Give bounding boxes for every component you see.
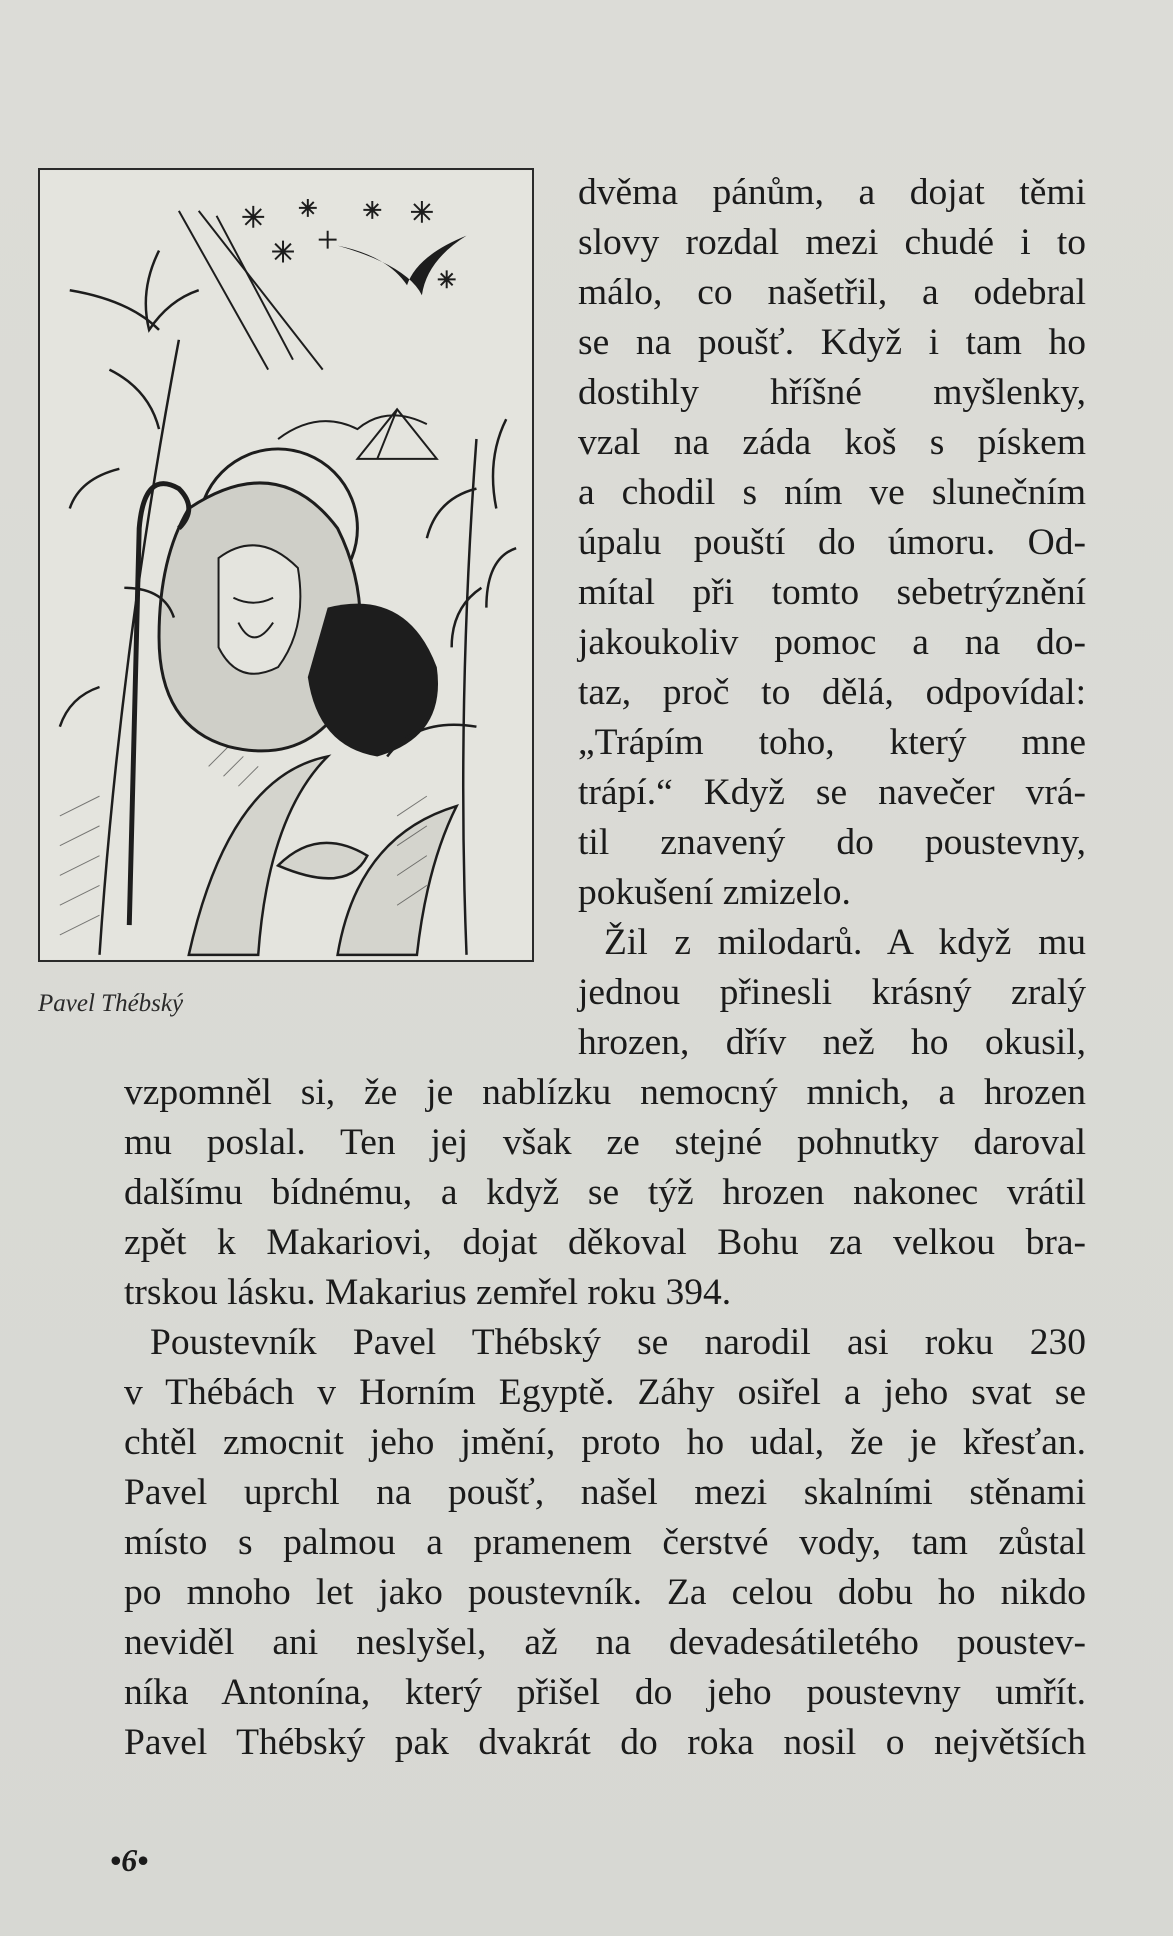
text-line: taz, proč to dělá, odpovídal: <box>578 672 1086 713</box>
text-line: mu poslal. Ten jej však ze stejné pohnutky daroval <box>124 1122 1086 1163</box>
text-line: chtěl zmocnit jeho jmění, proto ho udal, že je křesťan. <box>124 1422 1086 1463</box>
text-line: níka Antonína, který přišel do jeho poustevny umřít. <box>124 1672 1086 1713</box>
text-line: Pavel uprchl na poušť, našel mezi skalními stěnami <box>124 1472 1086 1513</box>
text-line: „Trápím toho, který mne <box>578 722 1086 763</box>
text-line: se na poušť. Když i tam ho <box>578 322 1086 363</box>
text-line: trskou lásku. Makarius zemřel roku 394. <box>124 1272 732 1313</box>
hermit-illustration <box>38 168 534 962</box>
text-line: hrozen, dřív než ho okusil, <box>578 1022 1086 1063</box>
text-line: slovy rozdal mezi chudé i to <box>578 222 1086 263</box>
text-line: místo s palmou a pramenem čerstvé vody, tam zůstal <box>124 1522 1086 1563</box>
text-line: Poustevník Pavel Thébský se narodil asi roku 230 <box>150 1322 1086 1363</box>
text-line: Pavel Thébský pak dvakrát do roka nosil o největších <box>124 1722 1086 1763</box>
text-line: úpalu pouští do úmoru. Od- <box>578 522 1086 563</box>
text-line: málo, co našetřil, a odebral <box>578 272 1086 313</box>
text-line: pokušení zmizelo. <box>578 872 851 913</box>
text-line: neviděl ani neslyšel, až na devadesátiletého poustev- <box>124 1622 1086 1663</box>
text-line: mítal při tomto sebetrýznění <box>578 572 1086 613</box>
text-line: dostihly hříšné myšlenky, <box>578 372 1086 413</box>
text-line: zpět k Makariovi, dojat děkoval Bohu za velkou bra- <box>124 1222 1086 1263</box>
text-line: trápí.“ Když se navečer vrá- <box>578 772 1086 813</box>
text-line: dalšímu bídnému, a když se týž hrozen nakonec vrátil <box>124 1172 1086 1213</box>
figure-caption: Pavel Thébský <box>38 990 184 1017</box>
text-line: jednou přinesli krásný zralý <box>578 972 1086 1013</box>
text-line: v Thébách v Horním Egyptě. Záhy osiřel a jeho svat se <box>124 1372 1086 1413</box>
text-line: vzpomněl si, že je nablízku nemocný mnich, a hrozen <box>124 1072 1086 1113</box>
text-line: til znavený do poustevny, <box>578 822 1086 863</box>
text-line: dvěma pánům, a dojat těmi <box>578 172 1086 213</box>
text-line: a chodil s ním ve slunečním <box>578 472 1086 513</box>
text-line: vzal na záda koš s pískem <box>578 422 1086 463</box>
text-line: Žil z milodarů. A když mu <box>604 922 1086 963</box>
page-number: •6• <box>110 1842 149 1878</box>
woodcut-hermit-illustration-icon <box>40 170 532 960</box>
text-line: jakoukoliv pomoc a na do- <box>578 622 1086 663</box>
text-line: po mnoho let jako poustevník. Za celou dobu ho nikdo <box>124 1572 1086 1613</box>
